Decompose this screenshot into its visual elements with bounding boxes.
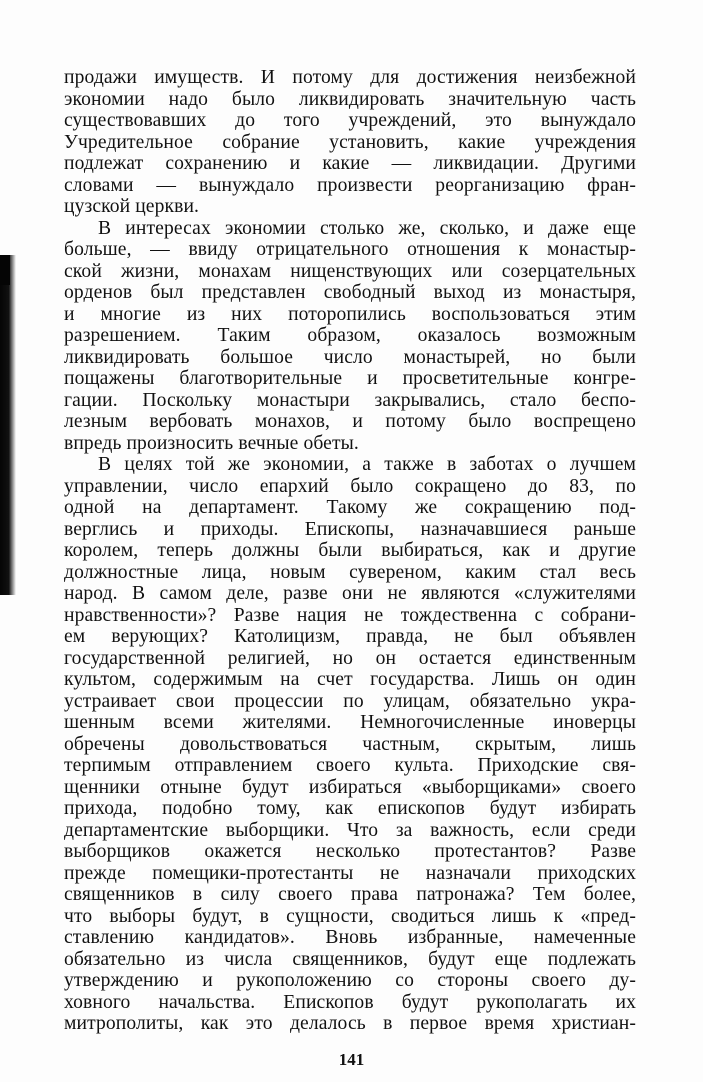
text-line: В интересах экономии столько же, сколько, и даже еще	[98, 217, 636, 239]
text-line: устраивает свои процессии по улицам, обязательно укра-	[64, 690, 636, 712]
text-line: ховного начальства. Епископов будут рукополагать их	[64, 991, 636, 1013]
text-line: утверждению и рукоположению со стороны своего ду-	[64, 970, 636, 991]
text-line: верглись и приходы. Епископы, назначавшиеся раньше	[64, 518, 636, 540]
body-text	[64, 67, 636, 1035]
text-line: орденов был представлен свободный выход из монастыря,	[64, 282, 636, 303]
text-line: выборщиков окажется несколько протестантов? Разве	[64, 841, 636, 862]
text-line: что выборы будут, в сущности, сводиться лишь к «пред-	[64, 905, 636, 927]
binding-shadow-edge	[0, 255, 10, 285]
text-line: В целях той же экономии, а также в заботах о лучшем	[98, 454, 636, 475]
text-line: цузской церкви.	[64, 196, 200, 217]
text-line: продажи имуществ. И потому для достижения неизбежной	[64, 67, 636, 88]
text-line: прежде помещики-протестанты не назначали приходских	[64, 862, 636, 884]
text-line: нравственности»? Разве нация не тождественна с собрани-	[64, 604, 636, 626]
text-line: существовавших до того учреждений, это вынуждало	[64, 110, 636, 131]
text-line: королем, теперь должны были выбираться, как и другие	[64, 540, 636, 561]
text-line: разрешением. Таким образом, оказалось возможным	[64, 325, 636, 346]
text-line: щенники отныне будут избираться «выборщиками» своего	[64, 776, 636, 798]
text-line: департаментские выборщики. Что за важность, если среди	[64, 819, 636, 841]
text-line: ставлению кандидатов». Вновь избранные, намеченные	[64, 927, 636, 948]
text-line: прихода, подобно тому, как епископов будут избирать	[64, 798, 636, 819]
text-line: государственной религией, но он остается единственным	[64, 647, 636, 669]
text-line: больше, — ввиду отрицательного отношения к монастыр-	[64, 239, 636, 260]
text-line: лезным вербовать монахов, и потому было воспрещено	[64, 411, 636, 432]
text-line: пощажены благотворительные и просветительные конгре-	[64, 368, 636, 389]
text-line: шенным всеми жителями. Немногочисленные иноверцы	[64, 712, 636, 733]
text-line: ем верующих? Католицизм, правда, не был объявлен	[64, 626, 636, 647]
text-line: ской жизни, монахам нищенствующих или созерцательных	[64, 260, 636, 282]
text-line: священников в силу своего права патронажа? Тем более,	[64, 884, 636, 905]
text-line: управлении, число епархий было сокращено до 83, по	[64, 475, 636, 497]
text-line: Учредительное собрание установить, какие учреждения	[64, 131, 636, 153]
text-line: должностные лица, новым сувереном, каким стал весь	[64, 561, 636, 583]
text-line: и многие из них поторопились воспользоваться этим	[64, 303, 636, 325]
text-line: впредь произносить вечные обеты.	[64, 432, 359, 454]
text-line: народ. В самом деле, разве они не являются «служителями	[64, 583, 636, 604]
binding-shadow	[0, 255, 16, 595]
text-line: ликвидировать большое число монастырей, но были	[64, 346, 636, 368]
text-line: одной на департамент. Такому же сокращению под-	[64, 497, 636, 518]
text-line: культом, содержимым на счет государства. Лишь он один	[64, 669, 636, 690]
text-line: словами — вынуждало произвести реорганизацию фран-	[64, 174, 636, 196]
text-line: экономии надо было ликвидировать значительную часть	[64, 88, 636, 110]
text-line: терпимым отправлением своего культа. Приходские свя-	[64, 755, 636, 776]
page-number: 141	[338, 1050, 365, 1069]
text-line: гации. Поскольку монастыри закрывались, стало беспо-	[64, 389, 636, 411]
text-line: митрополиты, как это делалось в первое время христиан-	[64, 1013, 636, 1034]
text-line: подлежат сохранению и какие — ликвидации. Другими	[64, 153, 636, 174]
text-line: обязательно из числа священников, будут еще подлежать	[64, 948, 636, 970]
text-line: обречены довольствоваться частным, скрытым, лишь	[64, 733, 636, 755]
